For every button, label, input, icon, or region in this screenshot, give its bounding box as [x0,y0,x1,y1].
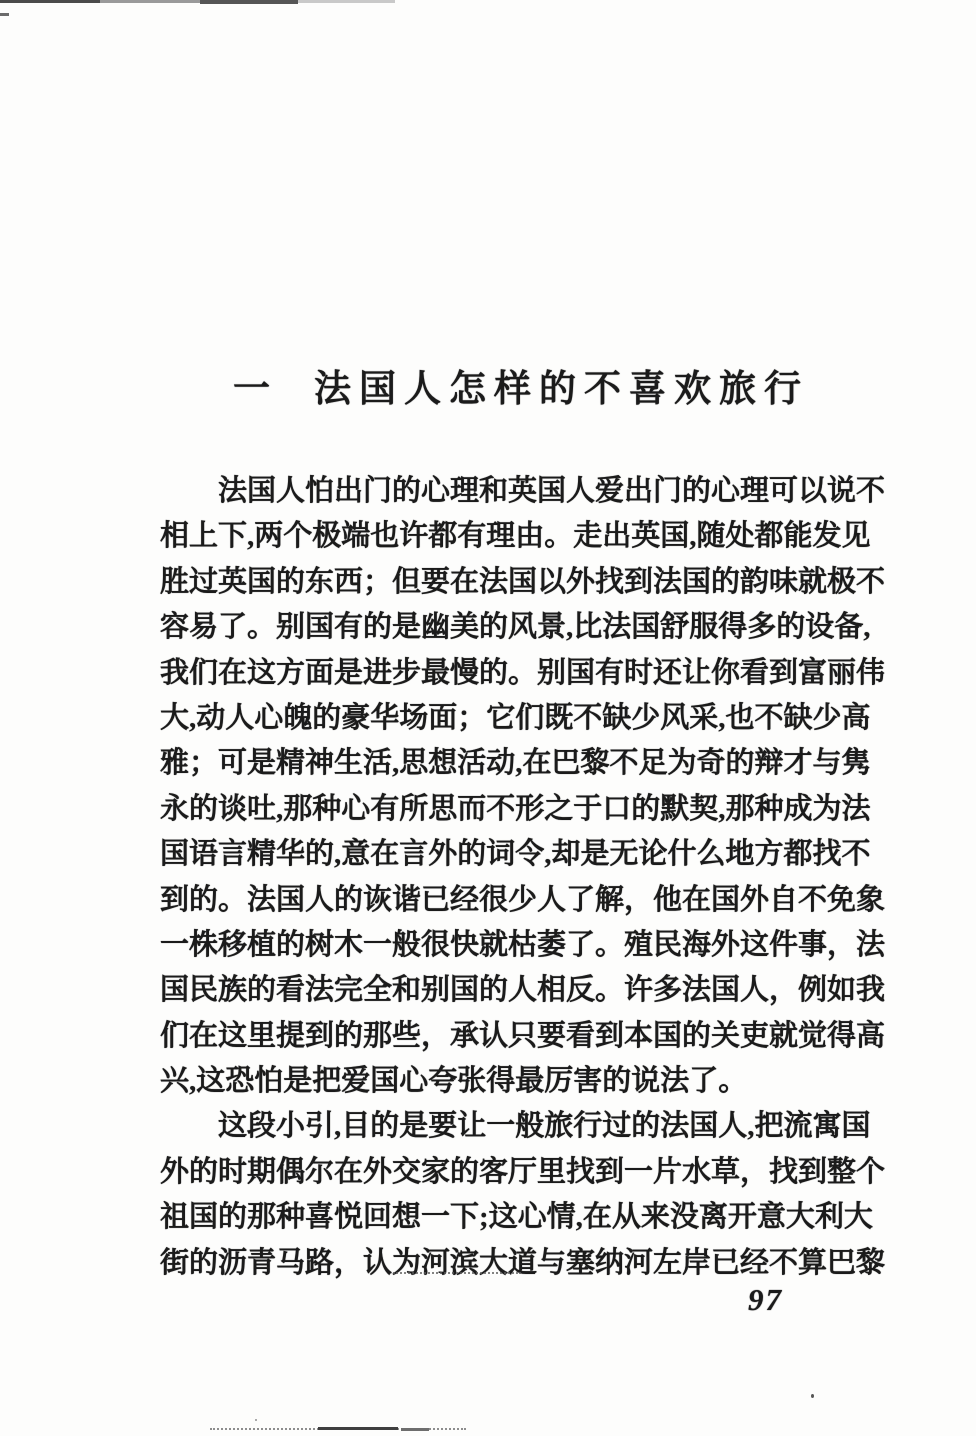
body-text-line: 容易了。别国有的是幽美的风景,比法国舒服得多的设备, [160,611,871,644]
body-text-line: 这段小引,目的是要让一般旅行过的法国人,把流寓国 [218,1110,871,1143]
page-number: 97 [748,1282,783,1317]
scan-artifact-top-bar-1 [0,0,100,3]
scan-artifact-dot [811,1394,814,1398]
body-text-line: 国语言精华的,意在言外的词令,却是无论什么地方都找不 [160,838,871,871]
body-text-line: 永的谈吐,那种心有所思而不形之于口的默契,那种成为法 [160,792,871,825]
body-text-line: 大,动人心魄的豪华场面；它们既不缺少风采,也不缺少高 [160,701,871,734]
body-text-line: 国民族的看法完全和别国的人相反。许多法国人，例如我 [160,974,886,1007]
body-text-line: 们在这里提到的那些，承认只要看到本国的关吏就觉得高 [160,1019,886,1052]
body-text-line: 雅；可是精神生活,思想活动,在巴黎不足为奇的辩才与隽 [160,747,871,780]
scan-artifact-left-tick [0,13,9,16]
chapter-title [233,358,809,412]
body-text-line: 一株移植的树木一般很快就枯萎了。殖民海外这件事，法 [160,928,886,961]
chapter-title-text: 法国人怎样的不喜欢旅行 [314,369,809,410]
body-text-line: 兴,这恐怕是把爱国心夸张得最厉害的说法了。 [160,1065,748,1098]
scan-artifact-bottom-dash-mid [401,1428,429,1431]
body-text-line: 相上下,两个极端也许都有理由。走出英国,随处都能发见 [160,520,871,553]
body-text-line: 胜过英国的东西；但要在法国以外找到法国的韵味就极不 [160,565,886,598]
body-text-line: 法国人怕出门的心理和英国人爱出门的心理可以说不 [218,475,886,507]
chapter-number: 一 [233,369,278,410]
body-text-block [160,469,886,1286]
scan-artifact-dotted-underline [393,1258,521,1274]
body-text-line: 我们在这方面是进步最慢的。别国有时还让你看到富丽伟 [160,656,886,689]
scan-artifact-top-bar-4 [298,0,395,3]
scan-artifact-top-bar-2 [100,0,200,3]
scan-artifact-bottom-dash-dark [318,1427,398,1430]
body-text-line: 祖国的那种喜悦回想一下;这心情,在从来没离开意大利大 [160,1201,873,1234]
scan-artifact-top-bar-3 [200,0,298,4]
scan-artifact-speck [255,1419,257,1421]
body-text-line: 外的时期偶尔在外交家的客厅里找到一片水草，找到整个 [160,1155,886,1188]
body-text-line: 到的。法国人的诙谐已经很少人了解，他在国外自不免象 [160,883,886,916]
body-text-line: 街的沥青马路，认为河滨大道与塞纳河左岸已经不算巴黎 [160,1246,886,1279]
